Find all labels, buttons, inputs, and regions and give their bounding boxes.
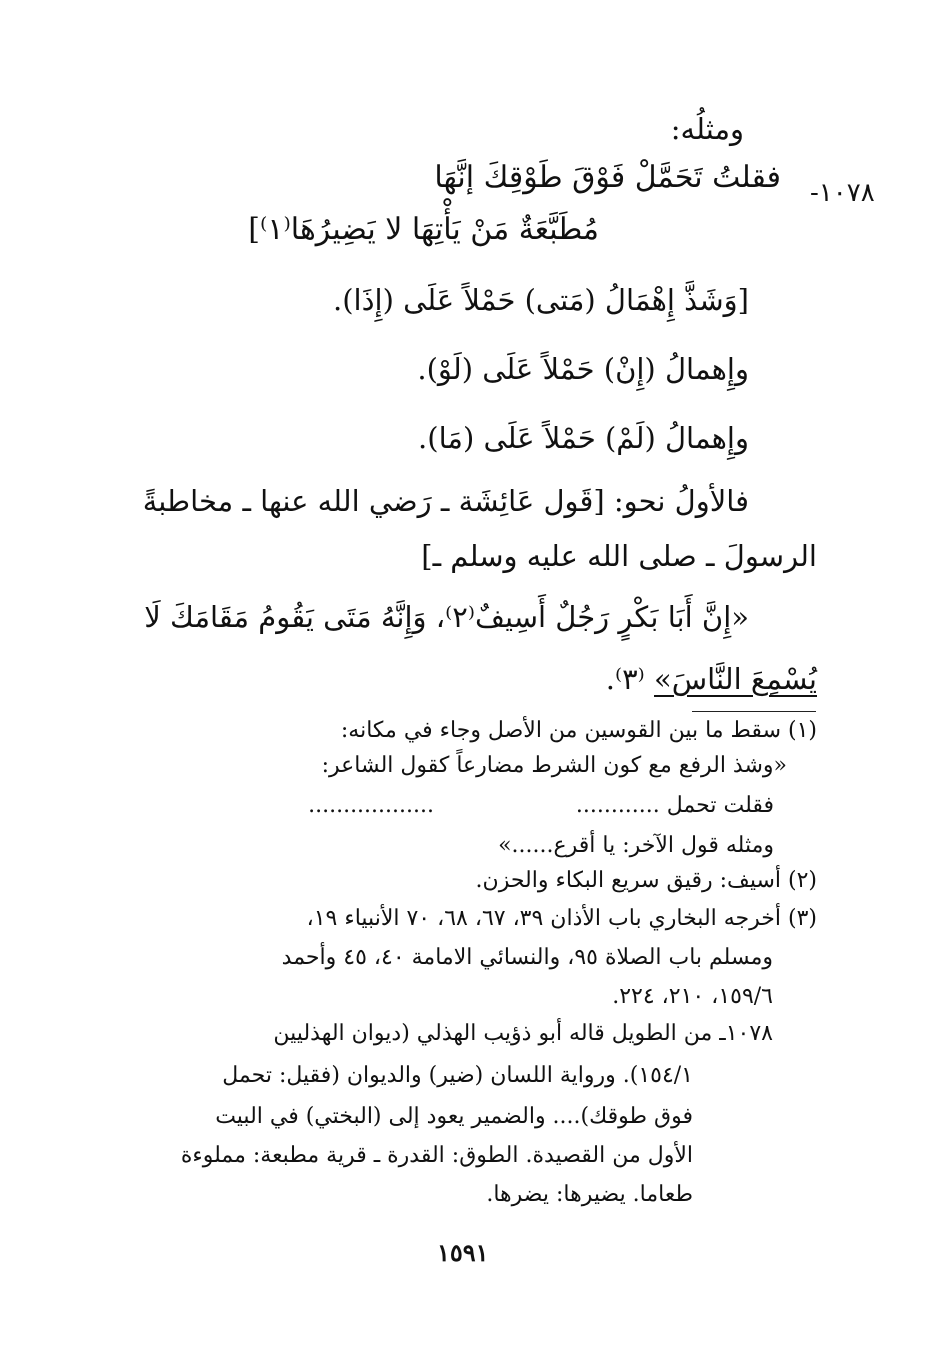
footnote-3-line-1: (٣) أخرجه البخاري باب الأذان ٣٩، ٦٧، ٦٨، ٧٠ الأنبياء ١٩، bbox=[306, 906, 817, 931]
footnote-1-dots: .................. bbox=[308, 793, 434, 818]
hadith-line-2 bbox=[606, 662, 817, 696]
hadith-line-1: «إِنَّ أَبَا بَكْرٍ رَجُلٌ أَسِيفٌ⁽٢⁾، وَإِنَّهُ مَتَى يَقُومُ مَقَامَكَ لَا bbox=[144, 600, 749, 634]
rule-line-3: وإِهمالُ (لَمْ) حَمْلاً عَلَى (مَا). bbox=[418, 421, 749, 455]
hadith-underlined-text: يُسْمِعَ النَّاسَ» bbox=[654, 662, 817, 696]
verse-note-line-2: ١٥٤/١). ورواية اللسان (ضير) والديوان (فقيل: تحمل bbox=[222, 1063, 693, 1088]
verse-note-line-4: الأول من القصيدة. الطوق: القدرة ـ قرية مطبعة: مملوءة bbox=[180, 1143, 693, 1168]
footnote-1-line-4: ومثله قول الآخر: يا أقرع......» bbox=[498, 833, 774, 858]
footnote-separator bbox=[692, 711, 816, 712]
page-number: ١٥٩١ bbox=[437, 1238, 489, 1267]
verse-line-2: مُطَبَّعَةٌ مَنْ يَأْتِهَا لا يَضِيرُهَا⁽١⁾] bbox=[248, 212, 599, 247]
footnote-1-line-3: فقلت تحمل ............ bbox=[575, 793, 774, 818]
rule-line-2: وإِهمالُ (إِنْ) حَمْلاً عَلَى (لَوْ). bbox=[417, 352, 749, 386]
verse-note-line-5: طعاما. يضيرها: يضرها. bbox=[486, 1182, 693, 1207]
footnote-3-line-3: ١٥٩/٦، ٢١٠، ٢٢٤. bbox=[612, 984, 773, 1009]
hadith-footnote-ref: ⁽٣⁾. bbox=[605, 662, 655, 696]
rule-line-1: [وَشَذَّ إِهْمَالُ (مَتى) حَمْلاً عَلَى (إِذَا). bbox=[333, 283, 749, 317]
example-line-1: فالأولُ نحو: [قَول عَائِشَة ـ رَضي الله عنها ـ مخاطبةً bbox=[142, 484, 749, 518]
verse-note-line-1: ١٠٧٨ـ من الطويل قاله أبو ذؤيب الهذلي (ديوان الهذليين bbox=[273, 1021, 773, 1046]
footnote-2: (٢) أسيف: رقيق سريع البكاء والحزن. bbox=[475, 868, 817, 893]
verse-number: -١٠٧٨ bbox=[810, 178, 875, 208]
footnote-1-line-1: (١) سقط ما بين القوسين من الأصل وجاء في مكانه: bbox=[340, 718, 817, 743]
example-line-2: الرسولَ ـ صلى الله عليه وسلم ـ] bbox=[421, 539, 817, 573]
footnote-3-line-2: ومسلم باب الصلاة ٩٥، والنسائي الامامة ٤٠، ٤٥ وأحمد bbox=[281, 945, 773, 970]
intro-line: ومثلُه: bbox=[670, 112, 744, 146]
verse-line-1: فقلتُ تَحَمَّلْ فَوْقَ طَوْقِكَ إنَّهَا bbox=[434, 160, 781, 195]
footnote-1-line-2: «وشذ الرفع مع كون الشرط مضارعاً كقول الشاعر: bbox=[321, 753, 787, 778]
verse-note-line-3: فوق طوقك).... والضمير يعود إلى (البختي) في البيت bbox=[215, 1104, 693, 1129]
